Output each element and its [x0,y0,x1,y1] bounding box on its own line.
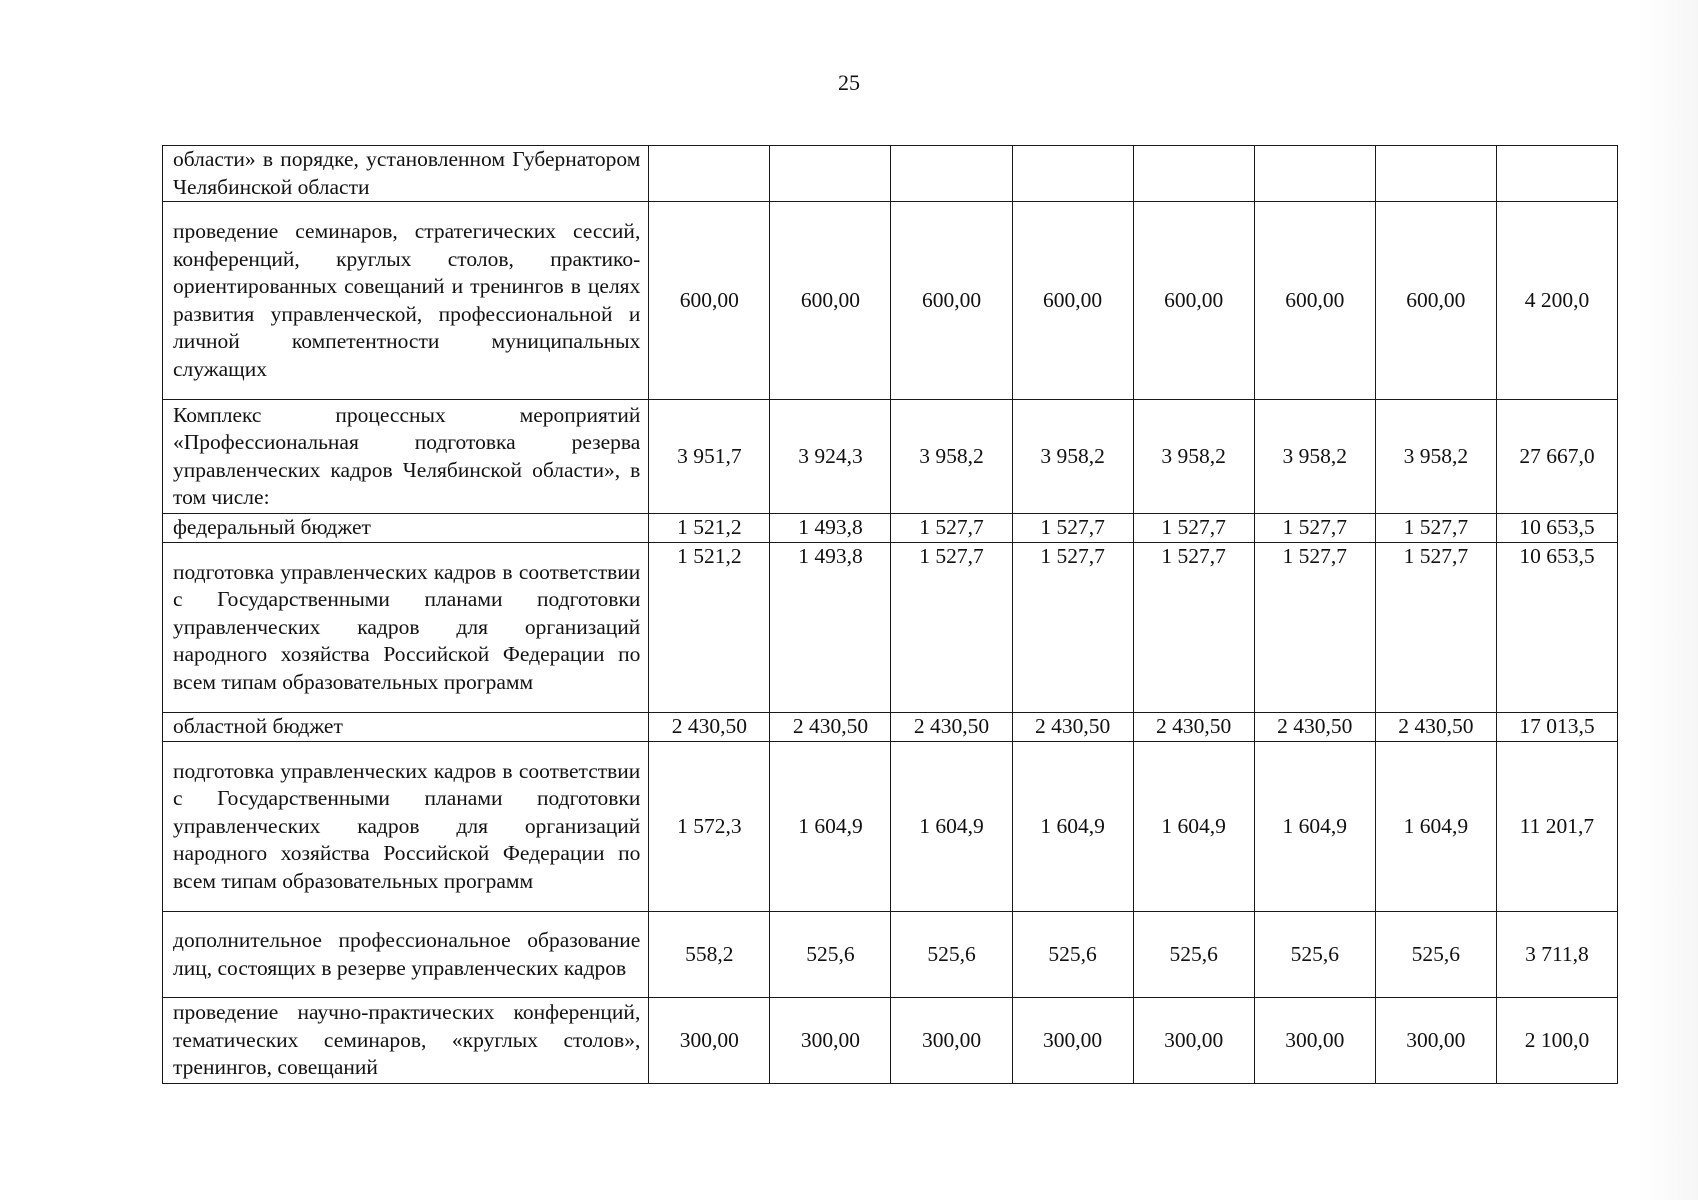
value-cell [1254,146,1375,202]
value-cell: 1 527,7 [891,514,1012,543]
row-description: федеральный бюджет [163,514,649,543]
table-row [163,742,1618,912]
value-cell: 1 527,7 [1133,543,1254,713]
row-description: подготовка управленческих кадров в соответствии с Государственными планами подготовки управленческих кадров для организаций народного хозяйства Российской Федерации по всем типам образовательных программ [163,543,649,713]
value-cell: 3 958,2 [1375,400,1496,514]
value-cell: 1 527,7 [891,543,1012,713]
table-row [163,912,1618,998]
value-cell: 1 527,7 [1254,514,1375,543]
value-cell [649,146,770,202]
value-cell: 1 604,9 [1254,742,1375,912]
value-cell: 1 604,9 [1012,742,1133,912]
value-cell: 300,00 [1254,998,1375,1084]
value-cell: 1 527,7 [1012,543,1133,713]
value-cell: 600,00 [1012,202,1133,400]
value-cell: 2 430,50 [770,713,891,742]
value-cell [1012,146,1133,202]
table-row [163,146,1618,202]
total-cell [1496,146,1617,202]
value-cell: 3 958,2 [891,400,1012,514]
budget-table [162,145,1618,1084]
total-cell: 10 653,5 [1496,543,1617,713]
row-description: областной бюджет [163,713,649,742]
total-cell: 10 653,5 [1496,514,1617,543]
table-row [163,543,1618,713]
table-row [163,202,1618,400]
table-row [163,998,1618,1084]
value-cell: 525,6 [891,912,1012,998]
value-cell: 600,00 [649,202,770,400]
value-cell [891,146,1012,202]
value-cell: 300,00 [770,998,891,1084]
value-cell: 1 604,9 [891,742,1012,912]
value-cell: 1 604,9 [1133,742,1254,912]
table-row [163,400,1618,514]
value-cell: 600,00 [1375,202,1496,400]
row-description: Комплекс процессных мероприятий «Профессиональная подготовка резерва управленческих кадров Челябинской области», в том числе: [163,400,649,514]
row-description: подготовка управленческих кадров в соответствии с Государственными планами подготовки управленческих кадров для организаций народного хозяйства Российской Федерации по всем типам образовательных программ [163,742,649,912]
value-cell: 1 527,7 [1254,543,1375,713]
row-description: дополнительное профессиональное образование лиц, состоящих в резерве управленческих кадров [163,912,649,998]
value-cell: 558,2 [649,912,770,998]
value-cell: 1 527,7 [1012,514,1133,543]
total-cell: 27 667,0 [1496,400,1617,514]
table-row [163,514,1618,543]
value-cell: 3 924,3 [770,400,891,514]
value-cell: 2 430,50 [649,713,770,742]
total-cell: 11 201,7 [1496,742,1617,912]
value-cell: 600,00 [891,202,1012,400]
value-cell: 300,00 [1012,998,1133,1084]
value-cell: 1 527,7 [1375,543,1496,713]
value-cell: 1 527,7 [1133,514,1254,543]
value-cell: 525,6 [1012,912,1133,998]
value-cell: 525,6 [1133,912,1254,998]
value-cell: 1 521,2 [649,514,770,543]
value-cell: 600,00 [1254,202,1375,400]
value-cell: 300,00 [891,998,1012,1084]
value-cell: 1 604,9 [770,742,891,912]
value-cell: 525,6 [1254,912,1375,998]
value-cell: 300,00 [1133,998,1254,1084]
total-cell: 3 711,8 [1496,912,1617,998]
total-cell: 17 013,5 [1496,713,1617,742]
value-cell: 1 521,2 [649,543,770,713]
total-cell: 2 100,0 [1496,998,1617,1084]
value-cell: 3 951,7 [649,400,770,514]
value-cell: 525,6 [770,912,891,998]
row-description: проведение семинаров, стратегических сессий, конференций, круглых столов, практико-ориентированных совещаний и тренингов в целях развития управленческой, профессиональной и личной компетентности муниципальных служащих [163,202,649,400]
value-cell: 525,6 [1375,912,1496,998]
value-cell: 3 958,2 [1133,400,1254,514]
total-cell: 4 200,0 [1496,202,1617,400]
value-cell [1375,146,1496,202]
value-cell: 1 493,8 [770,543,891,713]
value-cell: 1 572,3 [649,742,770,912]
value-cell: 300,00 [1375,998,1496,1084]
value-cell: 3 958,2 [1254,400,1375,514]
value-cell: 600,00 [1133,202,1254,400]
value-cell: 300,00 [649,998,770,1084]
row-description: области» в порядке, установленном Губернатором Челябинской области [163,146,649,202]
value-cell: 2 430,50 [891,713,1012,742]
value-cell: 2 430,50 [1012,713,1133,742]
value-cell: 600,00 [770,202,891,400]
value-cell [770,146,891,202]
scan-edge-shadow [1638,0,1698,1200]
value-cell [1133,146,1254,202]
value-cell: 3 958,2 [1012,400,1133,514]
table-row [163,713,1618,742]
row-description: проведение научно-практических конференций, тематических семинаров, «круглых столов», тренингов, совещаний [163,998,649,1084]
value-cell: 1 527,7 [1375,514,1496,543]
value-cell: 1 493,8 [770,514,891,543]
page-number: 25 [838,70,860,95]
value-cell: 2 430,50 [1133,713,1254,742]
value-cell: 2 430,50 [1375,713,1496,742]
value-cell: 1 604,9 [1375,742,1496,912]
value-cell: 2 430,50 [1254,713,1375,742]
